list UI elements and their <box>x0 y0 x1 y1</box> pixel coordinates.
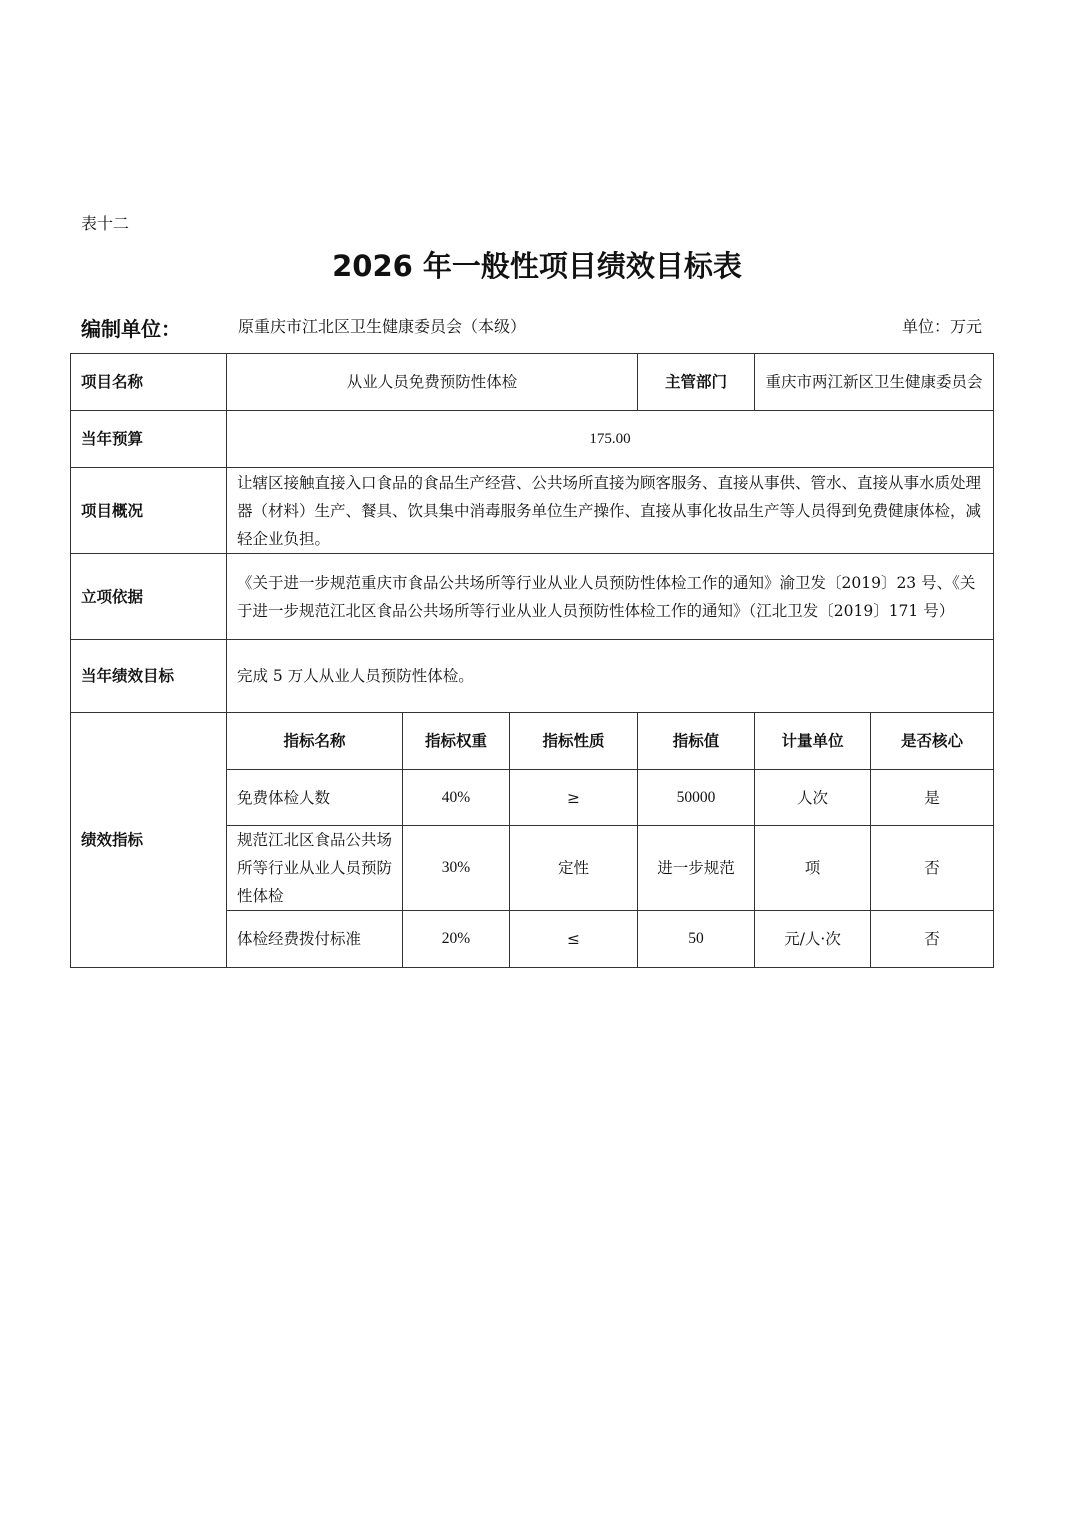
basis-row <box>71 554 994 640</box>
budget-value: 175.00 <box>227 411 994 468</box>
table-number: 表十二 <box>81 214 130 233</box>
indicator-nature: 定性 <box>510 826 638 911</box>
project-name-row <box>71 354 994 411</box>
overview-label: 项目概况 <box>71 468 227 554</box>
page-title: 2026 年一般性项目绩效目标表 <box>332 249 742 283</box>
unit-note: 单位：万元 <box>901 317 982 336</box>
org-value: 原重庆市江北区卫生健康委员会（本级） <box>238 317 527 336</box>
org-label: 编制单位： <box>81 317 181 341</box>
goal-value: 完成 5 万人从业人员预防性体检。 <box>227 640 994 713</box>
project-name-label: 项目名称 <box>71 354 227 411</box>
goal-row <box>71 640 994 713</box>
indicator-unit: 人次 <box>755 770 871 826</box>
indicator-nature: ≥ <box>510 770 638 826</box>
indicator-core: 否 <box>871 911 994 968</box>
header-indicator-name: 指标名称 <box>227 713 403 770</box>
indicator-header-row <box>71 713 994 770</box>
indicator-name: 免费体检人数 <box>227 770 403 826</box>
indicator-name: 体检经费拨付标准 <box>227 911 403 968</box>
header-core: 是否核心 <box>871 713 994 770</box>
overview-row <box>71 468 994 554</box>
project-name-value: 从业人员免费预防性体检 <box>227 354 638 411</box>
indicator-weight: 20% <box>403 911 510 968</box>
budget-label: 当年预算 <box>71 411 227 468</box>
indicator-weight: 30% <box>403 826 510 911</box>
header-weight: 指标权重 <box>403 713 510 770</box>
indicator-value: 进一步规范 <box>638 826 755 911</box>
header-nature: 指标性质 <box>510 713 638 770</box>
budget-row <box>71 411 994 468</box>
indicators-label: 绩效指标 <box>71 713 227 968</box>
header-value: 指标值 <box>638 713 755 770</box>
goal-label: 当年绩效目标 <box>71 640 227 713</box>
performance-table <box>70 353 994 968</box>
indicator-core: 是 <box>871 770 994 826</box>
indicator-weight: 40% <box>403 770 510 826</box>
indicator-name: 规范江北区食品公共场所等行业从业人员预防性体检 <box>227 826 403 911</box>
indicator-core: 否 <box>871 826 994 911</box>
indicator-unit: 元/人·次 <box>755 911 871 968</box>
overview-value: 让辖区接触直接入口食品的食品生产经营、公共场所直接为顾客服务、直接从事供、管水、直接从事水质处理器（材料）生产、餐具、饮具集中消毒服务单位生产操作、直接从事化妆品生产等人员得到免费健康体检，减轻企业负担。 <box>227 468 994 554</box>
basis-label: 立项依据 <box>71 554 227 640</box>
dept-value: 重庆市两江新区卫生健康委员会 <box>755 354 994 411</box>
indicator-unit: 项 <box>755 826 871 911</box>
indicator-value: 50 <box>638 911 755 968</box>
dept-label: 主管部门 <box>638 354 755 411</box>
basis-value: 《关于进一步规范重庆市食品公共场所等行业从业人员预防性体检工作的通知》渝卫发〔2019〕23 号、《关于进一步规范江北区食品公共场所等行业从业人员预防性体检工作的通知》（江北卫发〔2019〕171 号） <box>227 554 994 640</box>
header-unit: 计量单位 <box>755 713 871 770</box>
indicator-nature: ≤ <box>510 911 638 968</box>
indicator-value: 50000 <box>638 770 755 826</box>
